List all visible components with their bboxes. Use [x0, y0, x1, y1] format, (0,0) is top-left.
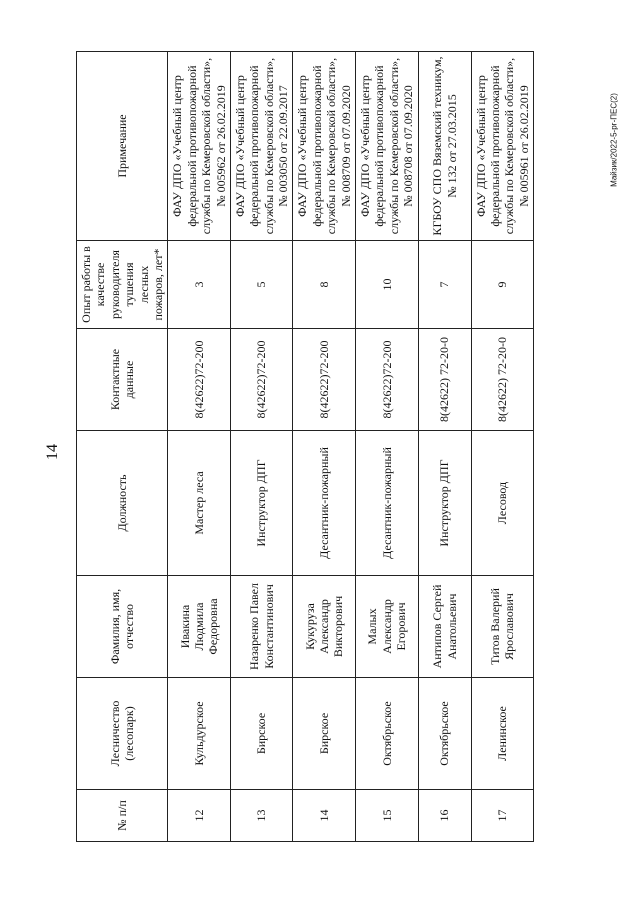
cell-position: Десантник-пожарный	[293, 431, 356, 576]
header-full-name: Фамилия, имя, отчество	[77, 576, 168, 678]
cell-experience: 7	[418, 241, 471, 329]
cell-note: ФАУ ДПО «Учебный центр федеральной противопожарной службы по Кемеровской области», № 008708 от 07.09.2020	[356, 52, 419, 241]
cell-contact: 8(42622) 72-20-0	[471, 329, 534, 431]
cell-note: ФАУ ДПО «Учебный центр федеральной противопожарной службы по Кемеровской области», № 008709 от 07.09.2020	[293, 52, 356, 241]
cell-forestry: Октябрьское	[356, 678, 419, 790]
cell-note: ФАУ ДПО «Учебный центр федеральной противопожарной службы по Кемеровской области», № 005962 от 26.02.2019	[168, 52, 231, 241]
header-note: Примечание	[77, 52, 168, 241]
cell-full-name: Титов Валерий Ярославович	[471, 576, 534, 678]
cell-number: 17	[471, 790, 534, 842]
cell-position: Инструктор ДПГ	[230, 431, 293, 576]
cell-forestry: Ленинское	[471, 678, 534, 790]
cell-position: Инструктор ДПГ	[418, 431, 471, 576]
cell-number: 15	[356, 790, 419, 842]
cell-contact: 8(42622)72-200	[356, 329, 419, 431]
cell-forestry: Бирское	[230, 678, 293, 790]
header-number: № п/п	[77, 790, 168, 842]
cell-contact: 8(42622)72-200	[168, 329, 231, 431]
page-number: 14	[44, 444, 61, 460]
header-contact: Контактные данные	[77, 329, 168, 431]
cell-full-name: Кукуруза Александр Викторович	[293, 576, 356, 678]
cell-note: ФАУ ДПО «Учебный центр федеральной противопожарной службы по Кемеровской области», № 005961 от 26.02.2019	[471, 52, 534, 241]
fire-chiefs-table	[76, 51, 534, 842]
cell-experience: 8	[293, 241, 356, 329]
cell-full-name: Назаренко Павел Константинович	[230, 576, 293, 678]
cell-position: Мастер леса	[168, 431, 231, 576]
table-row	[230, 52, 293, 842]
cell-experience: 9	[471, 241, 534, 329]
cell-number: 13	[230, 790, 293, 842]
cell-forestry: Октябрьское	[418, 678, 471, 790]
header-position: Должность	[77, 431, 168, 576]
table-row	[418, 52, 471, 842]
document-code: Майзик/2022-5-рг-ПЕС(2)	[609, 93, 619, 187]
cell-forestry: Кульдурское	[168, 678, 231, 790]
cell-contact: 8(42622)72-200	[293, 329, 356, 431]
cell-full-name: Ивакина Людмила Федоровна	[168, 576, 231, 678]
cell-note: ФАУ ДПО «Учебный центр федеральной противопожарной службы по Кемеровской области», № 003050 от 22.09.2017	[230, 52, 293, 241]
cell-experience: 5	[230, 241, 293, 329]
cell-number: 16	[418, 790, 471, 842]
cell-forestry: Бирское	[293, 678, 356, 790]
table-row	[356, 52, 419, 842]
cell-position: Десантник-пожарный	[356, 431, 419, 576]
header-forestry: Лесничество (лесопарк)	[77, 678, 168, 790]
rotated-table-frame	[76, 52, 531, 842]
cell-experience: 3	[168, 241, 231, 329]
cell-number: 14	[293, 790, 356, 842]
cell-full-name: Антипов Сергей Анатольевич	[418, 576, 471, 678]
cell-experience: 10	[356, 241, 419, 329]
cell-note: КГБОУ СПО Вяземский техникум, № 132 от 27.03.2015	[418, 52, 471, 241]
cell-full-name: Малых Александр Егорович	[356, 576, 419, 678]
cell-contact: 8(42622) 72-20-0	[418, 329, 471, 431]
cell-contact: 8(42622)72-200	[230, 329, 293, 431]
cell-position: Лесовод	[471, 431, 534, 576]
header-experience: Опыт работы в качестве руководителя тушения лесных пожаров, лет*	[77, 241, 168, 329]
table-row	[471, 52, 534, 842]
table-row	[168, 52, 231, 842]
table-header-row	[77, 52, 168, 842]
table-row	[293, 52, 356, 842]
cell-number: 12	[168, 790, 231, 842]
